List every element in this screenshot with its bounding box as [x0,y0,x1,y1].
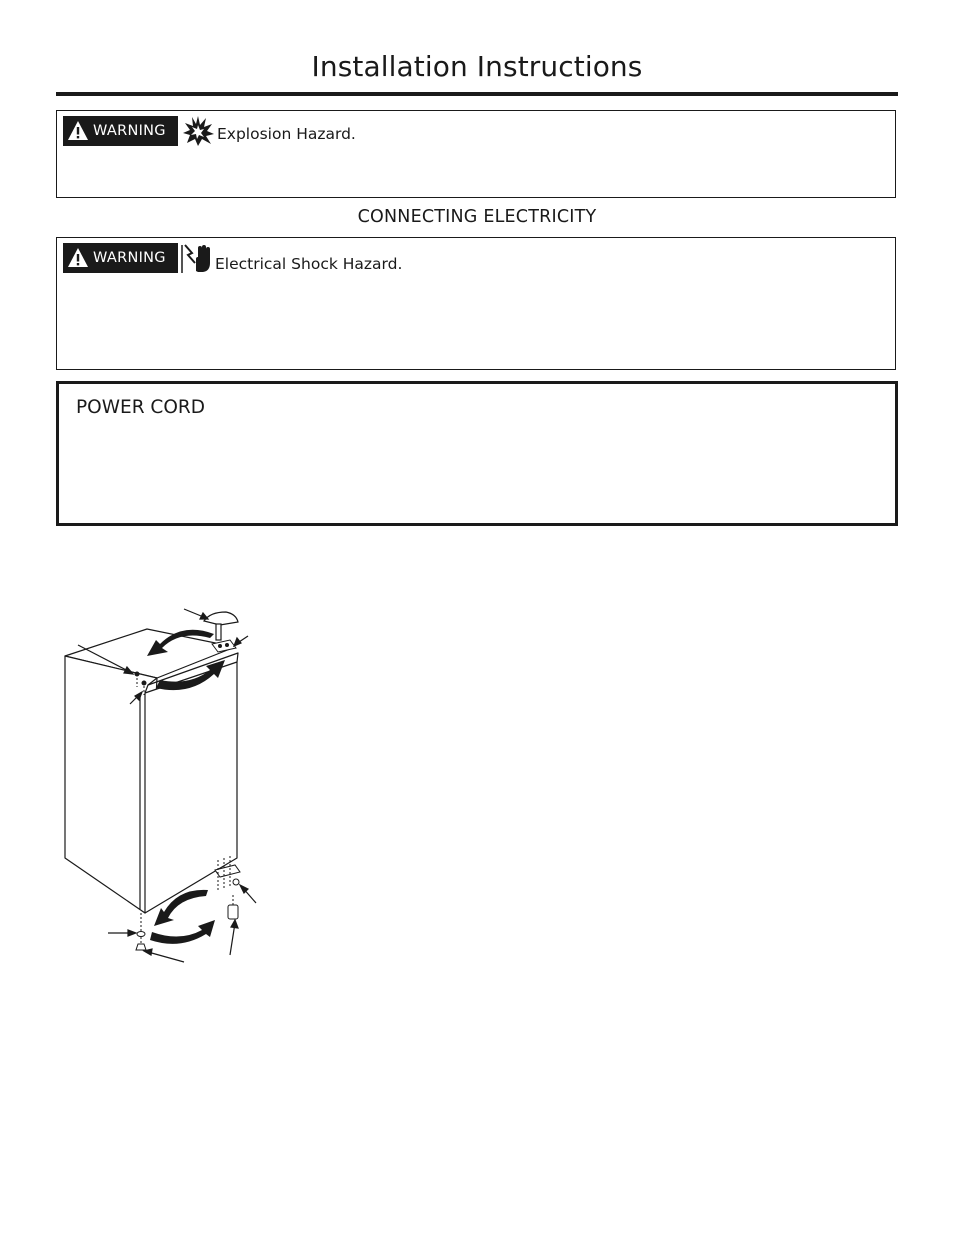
leveling-leg [228,895,238,919]
warning-badge-label: WARNING [93,250,166,266]
hazard-text: Explosion Hazard. [217,125,356,143]
power-cord-heading: POWER CORD [76,397,206,418]
power-cord-box [56,381,898,526]
electrical-shock-warning-box [56,237,896,370]
warning-badge [63,243,178,273]
door-reversal-diagram [60,600,280,970]
title-divider [56,92,898,96]
warning-triangle-icon [67,120,89,142]
electric-shock-icon [179,241,213,275]
bottom-pin [136,913,146,950]
warning-badge-label: WARNING [93,123,166,139]
cabinet-side [65,656,157,913]
explosion-icon [181,114,215,148]
warning-triangle-icon [67,247,89,269]
page-title: Installation Instructions [311,50,643,83]
connecting-electricity-heading: CONNECTING ELECTRICITY [357,207,597,227]
warning-badge [63,116,178,146]
hazard-text: Electrical Shock Hazard. [215,255,403,273]
explosion-warning-box [56,110,896,198]
